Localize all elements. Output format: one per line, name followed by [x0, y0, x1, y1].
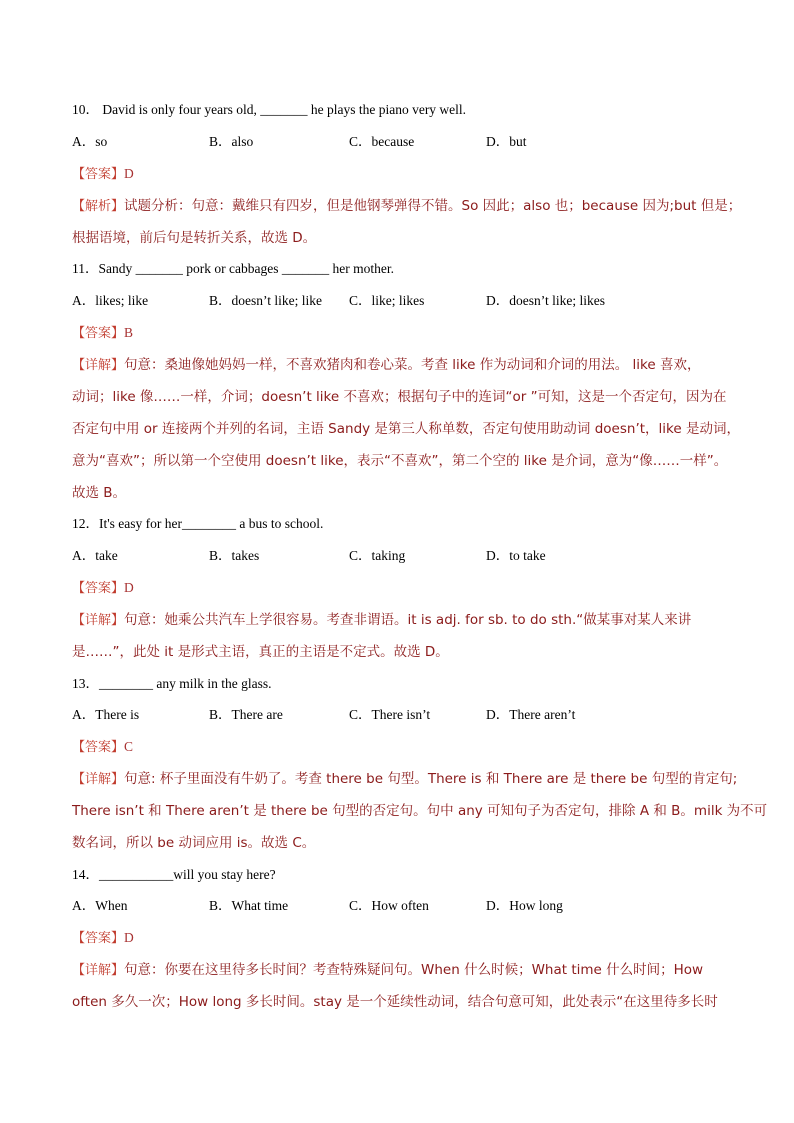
answer-tag: 【答案】	[72, 581, 125, 596]
question-11-analysis-line-1	[72, 355, 732, 376]
question-12-answer	[72, 578, 732, 599]
analysis-text: 句意：你要在这里待多长时间？考查特殊疑问句。When 什么时候；What time 什么时间；How	[124, 962, 704, 978]
question-12-options	[72, 546, 732, 566]
question-11-answer	[72, 323, 732, 344]
question-13-stem: 13．________ any milk in the glass.	[72, 676, 272, 691]
option-a: A．likes; like	[72, 293, 149, 308]
question-14-answer	[72, 928, 732, 949]
option-d: D．There aren’t	[486, 707, 576, 722]
option-c: C．because	[349, 134, 415, 149]
question-11-analysis-line-5: 故选 B。	[72, 485, 127, 501]
option-d: D．How long	[486, 898, 563, 913]
option-b: B．takes	[209, 548, 260, 563]
answer-value: D	[124, 166, 134, 181]
question-13-analysis-line-1	[72, 769, 738, 790]
question-14-analysis-line-1	[72, 960, 732, 981]
question-13-options	[72, 705, 732, 725]
question-11-analysis-line-3: 否定句中用 or 连接两个并列的名词，主语 Sandy 是第三人称单数，否定句使用助动词 doesn’t，like 是动词，	[72, 421, 740, 437]
answer-value: D	[124, 580, 134, 595]
question-14-analysis-line-2: often 多久一次；How long 多长时间。stay 是一个延续性动词，结合句意可知，此处表示“在这里待多长时	[72, 994, 718, 1010]
option-b: B．also	[209, 134, 254, 149]
analysis-tag: 【详解】	[72, 772, 125, 787]
question-10-answer	[72, 164, 732, 185]
question-12-analysis-line-1	[72, 610, 732, 631]
question-10-analysis-line-1	[72, 196, 742, 217]
option-d: D．but	[486, 134, 527, 149]
answer-tag: 【答案】	[72, 740, 125, 755]
option-a: A．take	[72, 548, 118, 563]
option-c: C．There isn’t	[349, 707, 431, 722]
question-13-analysis-line-2: There isn’t 和 There aren’t 是 there be 句型的否定句。句中 any 可知句子为否定句，排除 A 和 B。milk 为不可	[72, 803, 768, 819]
option-c: C．like; likes	[349, 293, 425, 308]
question-10-options	[72, 132, 732, 152]
question-11-stem: 11．Sandy _______ pork or cabbages _______ her mother.	[72, 261, 394, 276]
analysis-text: 句意：桑迪像她妈妈一样，不喜欢猪肉和卷心菜。考查 like 作为动词和介词的用法。 like 喜欢，	[124, 357, 701, 373]
question-13-answer	[72, 737, 732, 758]
analysis-tag: 【解析】	[72, 199, 125, 214]
question-12-stem: 12．It's easy for her________ a bus to school.	[72, 516, 324, 531]
analysis-text: 试题分析：句意：戴维只有四岁，但是他钢琴弹得不错。So 因此；also 也；because 因为;but 但是；	[124, 198, 742, 214]
analysis-tag: 【详解】	[72, 963, 125, 978]
answer-value: D	[124, 930, 134, 945]
option-c: C．taking	[349, 548, 406, 563]
question-11-options	[72, 291, 732, 311]
option-d: D．to take	[486, 548, 546, 563]
analysis-tag: 【详解】	[72, 613, 125, 628]
question-12-analysis-line-2: 是……”，此处 it 是形式主语，真正的主语是不定式。故选 D。	[72, 644, 449, 660]
answer-tag: 【答案】	[72, 931, 125, 946]
analysis-tag: 【详解】	[72, 358, 125, 373]
analysis-text: 句意：她乘公共汽车上学很容易。考查非谓语。it is adj. for sb. to do sth.“做某事对某人来讲	[124, 612, 692, 628]
question-14-options	[72, 896, 732, 916]
answer-tag: 【答案】	[72, 326, 125, 341]
option-b: B．What time	[209, 898, 289, 913]
question-10-stem: 10． David is only four years old, _______ he plays the piano very well.	[72, 102, 467, 117]
question-13-analysis-line-3: 数名词，所以 be 动词应用 is。故选 C。	[72, 835, 316, 851]
answer-value: B	[124, 325, 134, 340]
question-11-analysis-line-2: 动词；like 像……一样，介词；doesn’t like 不喜欢；根据句子中的连词“or ”可知，这是一个否定句，因为在	[72, 389, 727, 405]
option-a: A．When	[72, 898, 128, 913]
option-d: D．doesn’t like; likes	[486, 293, 605, 308]
option-a: A．so	[72, 134, 108, 149]
option-b: B．There are	[209, 707, 283, 722]
question-10-analysis-line-2: 根据语境，前后句是转折关系，故选 D。	[72, 230, 317, 246]
answer-value: C	[124, 739, 134, 754]
option-a: A．There is	[72, 707, 140, 722]
option-c: C．How often	[349, 898, 429, 913]
question-14-stem: 14．___________will you stay here?	[72, 867, 276, 882]
option-b: B．doesn’t like; like	[209, 293, 322, 308]
analysis-text: 句意: 杯子里面没有牛奶了。考查 there be 句型。There is 和 There are 是 there be 句型的肯定句;	[124, 771, 738, 787]
answer-tag: 【答案】	[72, 167, 125, 182]
question-11-analysis-line-4: 意为“喜欢”；所以第一个空使用 doesn’t like，表示“不喜欢”，第二个空的 like 是介词，意为“像……一样”。	[72, 453, 728, 469]
